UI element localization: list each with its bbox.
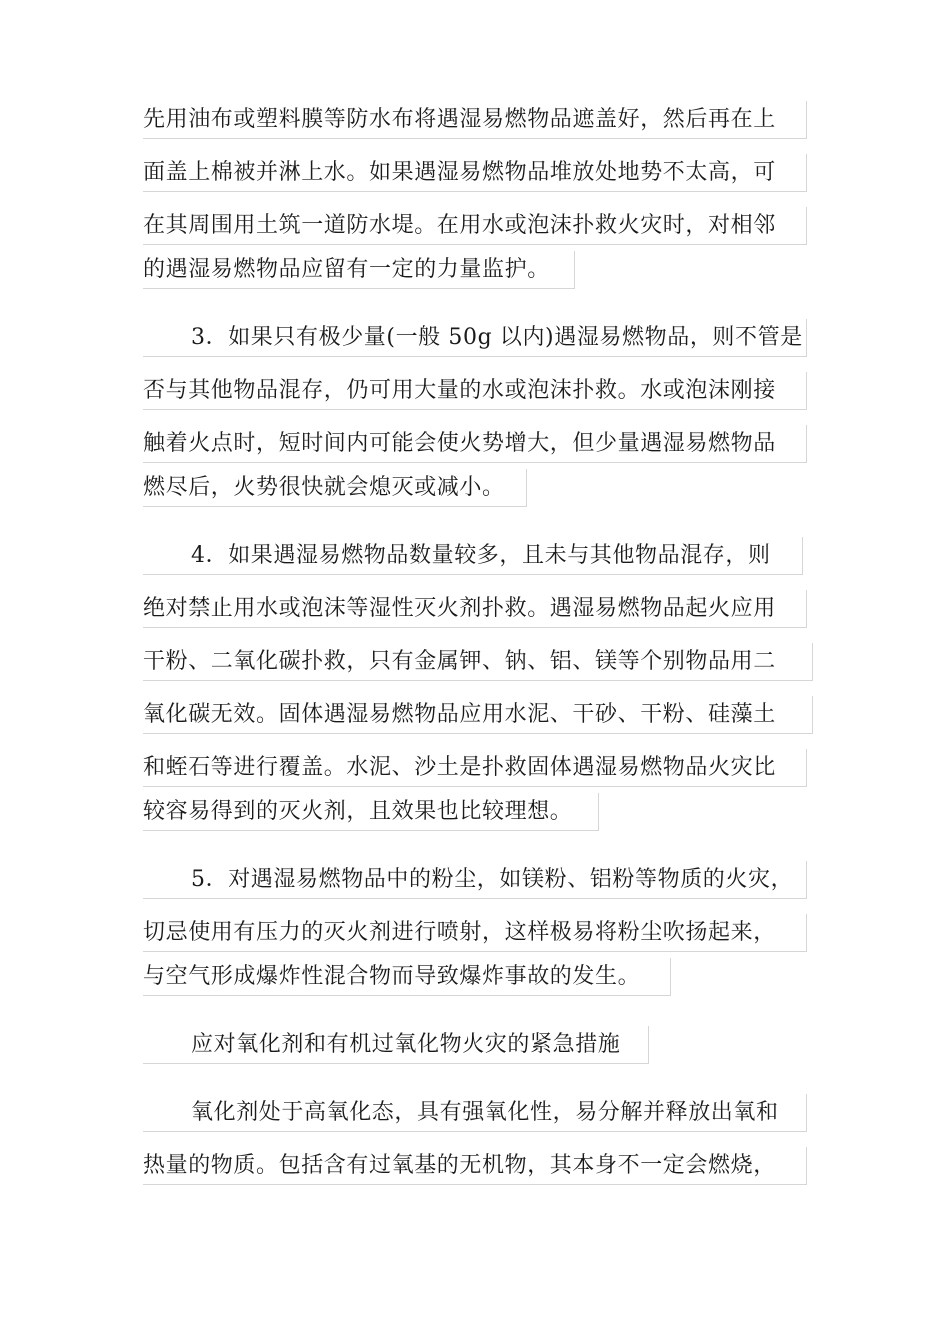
text-line: 的遇湿易燃物品应留有一定的力量监护。 xyxy=(143,251,575,289)
text-line: 面盖上棉被并淋上水。如果遇湿易燃物品堆放处地势不太高，可 xyxy=(143,154,807,192)
text-line: 干粉、二氧化碳扑救，只有金属钾、钠、铝、镁等个别物品用二 xyxy=(143,643,813,681)
text-line: 热量的物质。包括含有过氧基的无机物，其本身不一定会燃烧， xyxy=(143,1147,807,1185)
text-line: 与空气形成爆炸性混合物而导致爆炸事故的发生。 xyxy=(143,958,671,996)
text-line: 否与其他物品混存，仍可用大量的水或泡沫扑救。水或泡沫刚接 xyxy=(143,372,807,410)
text-line: 切忌使用有压力的灭火剂进行喷射，这样极易将粉尘吹扬起来， xyxy=(143,914,807,952)
text-line: 较容易得到的灭火剂，且效果也比较理想。 xyxy=(143,793,599,831)
text-line: 氧化剂处于高氧化态，具有强氧化性，易分解并释放出氧和 xyxy=(143,1094,807,1132)
text-line: 5．对遇湿易燃物品中的粉尘，如镁粉、铝粉等物质的火灾， xyxy=(143,861,807,899)
text-line: 和蛭石等进行覆盖。水泥、沙土是扑救固体遇湿易燃物品火灾比 xyxy=(143,749,807,787)
text-line: 在其周围用土筑一道防水堤。在用水或泡沫扑救火灾时，对相邻 xyxy=(143,207,807,245)
section-heading: 应对氧化剂和有机过氧化物火灾的紧急措施 xyxy=(143,1026,649,1064)
text-line: 触着火点时，短时间内可能会使火势增大，但少量遇湿易燃物品 xyxy=(143,425,807,463)
text-line: 4．如果遇湿易燃物品数量较多，且未与其他物品混存，则 xyxy=(143,537,803,575)
text-line: 先用油布或塑料膜等防水布将遇湿易燃物品遮盖好，然后再在上 xyxy=(143,101,807,139)
text-line: 3．如果只有极少量(一般 50g 以内)遇湿易燃物品，则不管是 xyxy=(143,319,807,357)
text-line: 氧化碳无效。固体遇湿易燃物品应用水泥、干砂、干粉、硅藻土 xyxy=(143,696,813,734)
text-line: 燃尽后，火势很快就会熄灭或减小。 xyxy=(143,469,527,507)
text-line: 绝对禁止用水或泡沫等湿性灭火剂扑救。遇湿易燃物品起火应用 xyxy=(143,590,807,628)
